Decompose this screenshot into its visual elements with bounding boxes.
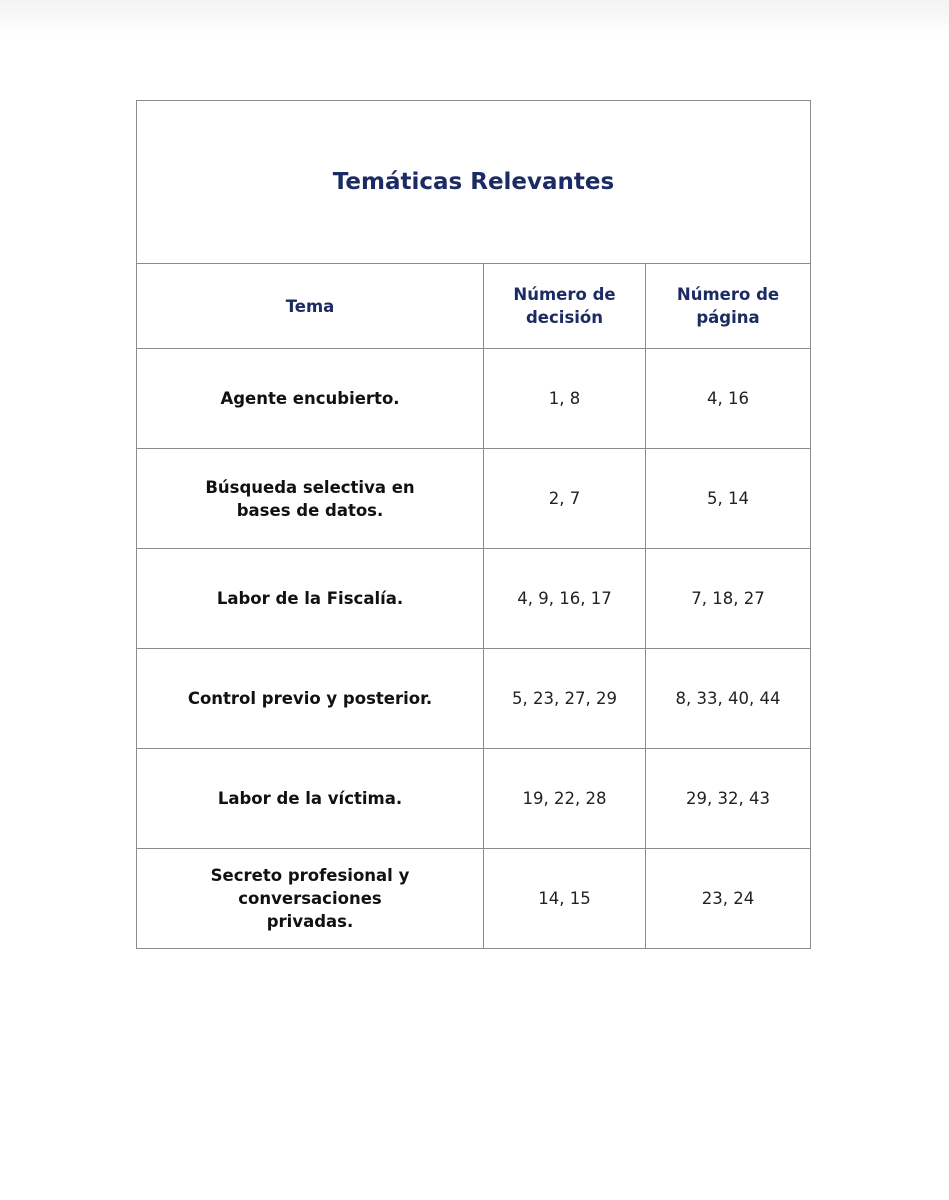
topic-line1: Labor de la víctima. <box>217 789 403 808</box>
table-row <box>137 349 811 449</box>
table-row <box>137 449 811 549</box>
header-page-number <box>646 264 811 349</box>
decision-numbers-cell: 1, 8 <box>484 349 646 449</box>
topic-line1: Labor de la Fiscalía. <box>216 589 404 608</box>
topic-line2: bases de datos. <box>236 500 384 520</box>
header-page-line1: Número de <box>676 285 780 304</box>
topic-line2: privadas. <box>266 912 354 931</box>
header-decision-number <box>484 264 646 349</box>
decision-numbers-cell: 19, 22, 28 <box>484 749 646 849</box>
page-top-shadow <box>0 0 949 38</box>
decision-numbers-cell: 2, 7 <box>484 449 646 549</box>
table-row <box>137 749 811 849</box>
topic-cell <box>137 649 484 749</box>
table-header-row <box>137 264 811 349</box>
topic-cell <box>137 449 484 549</box>
decision-numbers-cell: 4, 9, 16, 17 <box>484 549 646 649</box>
decision-numbers-cell: 5, 23, 27, 29 <box>484 649 646 749</box>
topic-cell <box>137 549 484 649</box>
table-row <box>137 549 811 649</box>
topic-cell <box>137 849 484 949</box>
topic-cell <box>137 749 484 849</box>
table-row <box>137 849 811 949</box>
topic-line1: Búsqueda selectiva en <box>205 477 415 497</box>
header-topic: Tema <box>137 264 484 349</box>
table-row <box>137 649 811 749</box>
page-numbers-cell: 4, 16 <box>646 349 811 449</box>
page-numbers-cell: 7, 18, 27 <box>646 549 811 649</box>
page-numbers-cell: 5, 14 <box>646 449 811 549</box>
header-decision-line2: decisión <box>526 308 603 327</box>
page-numbers-cell: 23, 24 <box>646 849 811 949</box>
table-title-row <box>137 101 811 264</box>
relevant-topics-table <box>136 100 811 949</box>
decision-numbers-cell: 14, 15 <box>484 849 646 949</box>
page-numbers-cell: 8, 33, 40, 44 <box>646 649 811 749</box>
topic-line1: Control previo y posterior. <box>187 689 433 708</box>
header-decision-line1: Número de <box>513 285 616 304</box>
table-title: Temáticas Relevantes <box>137 101 811 264</box>
topic-line1: Agente encubierto. <box>220 389 400 408</box>
page-numbers-cell: 29, 32, 43 <box>646 749 811 849</box>
topic-line1: Secreto profesional y conversaciones <box>210 866 410 908</box>
topic-cell <box>137 349 484 449</box>
header-page-line2: página <box>696 308 760 327</box>
